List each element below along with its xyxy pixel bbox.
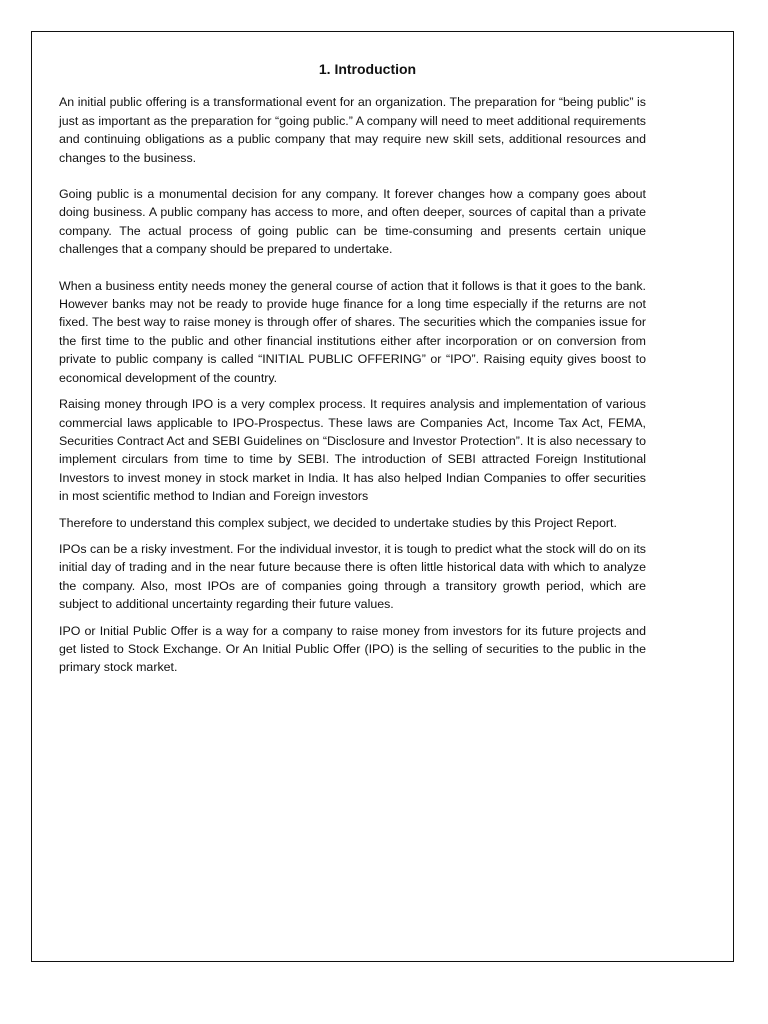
paragraph-6: IPOs can be a risky investment. For the individual investor, it is tough to predict what the stock will do on its initial day of trading and in the near future because there is often little historical data with which to analyze the company. Also, most IPOs are of companies going through a transitory growth period, which are subject to additional uncertainty regarding their future values. [59,541,646,612]
paragraph-5: Therefore to understand this complex subject, we decided to undertake studies by this Project Report. [59,515,617,530]
paragraph-1: An initial public offering is a transformational event for an organization. The preparation for “being public” is just as important as the preparation for “going public.” A company will need to meet additional requirements and continuing obligations as a public company that may require new skill sets, additional resources and changes to the business. [59,95,646,165]
section-heading: 1. Introduction [318,61,417,77]
document-body [59,60,646,685]
paragraph-3: When a business entity needs money the general course of action that it follows is that it goes to the bank. However banks may not be ready to provide huge finance for a long time especially if the returns are not fixed. The best way to raise money is through offer of shares. The securities which the companies issue for the first time to the public and other financial institutions either after incorporation or on conversion from private to public company is called “INITIAL PUBLIC OFFERING” or “IPO”. Raising equity gives boost to economical development of the country. [59,278,646,385]
paragraph-4: Raising money through IPO is a very complex process. It requires analysis and implementation of various commercial laws applicable to IPO-Prospectus. These laws are Companies Act, Income Tax Act, FEMA, Securities Contract Act and SEBI Guidelines on “Disclosure and Investor Protection”. It is also necessary to implement circulars from time to time by SEBI. The introduction of SEBI attracted Foreign Institutional Investors to invest money in stock market in India. It has also helped Indian Companies to offer securities in most scientific method to Indian and Foreign investors [59,397,646,504]
paragraph-7: IPO or Initial Public Offer is a way for a company to raise money from investors for its future projects and get listed to Stock Exchange. Or An Initial Public Offer (IPO) is the selling of securities to the public in the primary stock market. [59,623,646,675]
paragraph-2: Going public is a monumental decision for any company. It forever changes how a company goes about doing business. A public company has access to more, and often deeper, sources of capital than a private company. The actual process of going public can be time-consuming and presents certain unique challenges that a company should be prepared to undertake. [59,187,646,257]
